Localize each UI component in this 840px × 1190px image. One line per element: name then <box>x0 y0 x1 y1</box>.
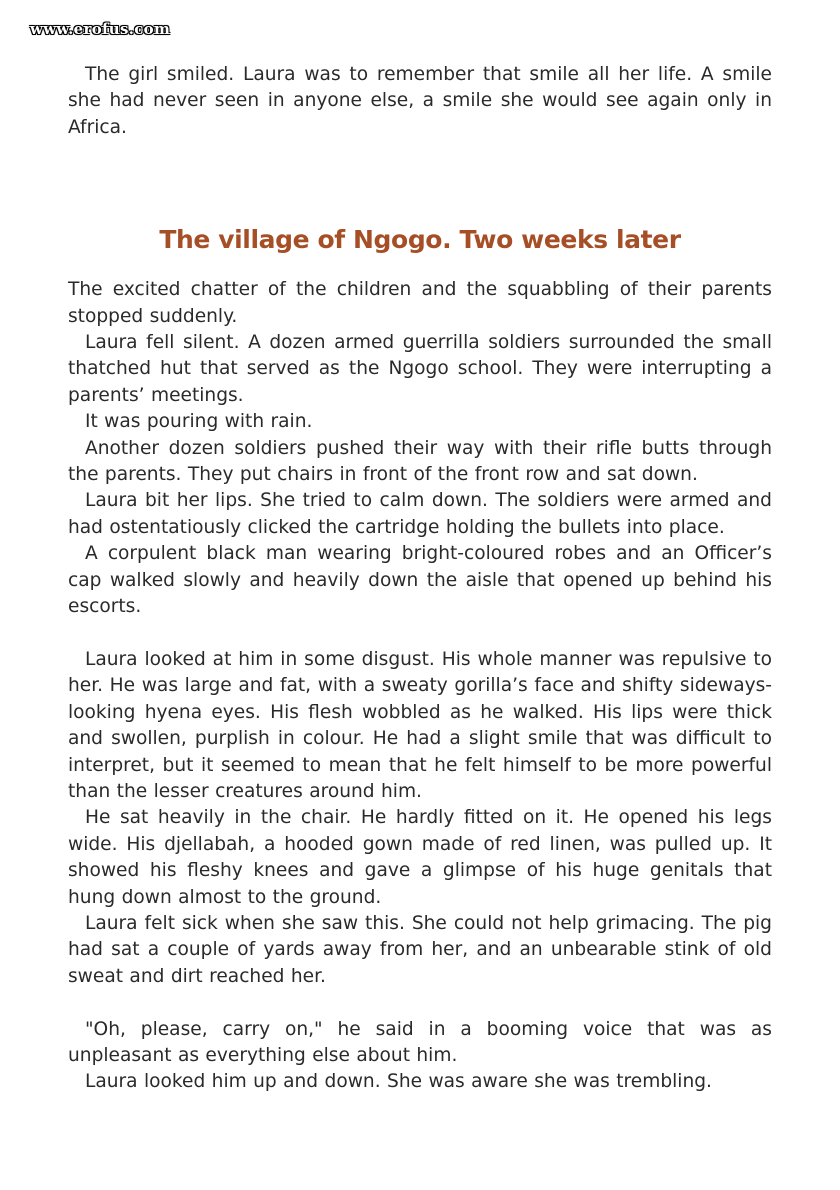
paragraph-gap <box>68 990 772 1016</box>
paragraph-2: Laura fell silent. A dozen armed guerrilla soldiers surrounded the small thatched hut that served as the Ngogo school. They were interrupting a parents’ meetings. <box>68 332 772 406</box>
book-page <box>68 62 772 1096</box>
section-body <box>68 277 772 1096</box>
section-heading: The village of Ngogo. Two weeks later <box>159 225 681 255</box>
paragraph-9: Laura felt sick when she saw this. She could not help grimacing. The pig had sat a couple of yards away from her, and an unbearable stink of old sweat and dirt reached her. <box>68 912 772 987</box>
paragraph-11: Laura looked him up and down. She was aware she was trembling. <box>85 1071 712 1093</box>
site-watermark: www.erofus.com <box>30 20 171 38</box>
intro-paragraph: The girl smiled. Laura was to remember that smile all her life. A smile she had never seen in anyone else, a smile she would see again only in Africa. <box>68 64 772 138</box>
paragraph-8: He sat heavily in the chair. He hardly fitted on it. He opened his legs wide. His djellabah, a hooded gown made of red linen, was pulled up. It showed his fleshy knees and gave a glimpse of his huge genitals that hung down almost to the ground. <box>68 807 772 908</box>
paragraph-10: "Oh, please, carry on," he said in a booming voice that was as unpleasant as everything else about him. <box>68 1018 772 1066</box>
paragraph-3: It was pouring with rain. <box>85 411 313 433</box>
paragraph-5: Laura bit her lips. She tried to calm down. The soldiers were armed and had ostentatiously clicked the cartridge holding the bullets into place. <box>68 490 772 538</box>
paragraph-4: Another dozen soldiers pushed their way with their rifle butts through the parents. They put chairs in front of the front row and sat down. <box>68 437 772 486</box>
paragraph-gap <box>68 621 772 647</box>
paragraph-7: Laura looked at him in some disgust. His whole manner was repulsive to her. He was large and fat, with a sweaty gorilla’s face and shifty sideways-looking hyena eyes. His flesh wobbled as he walked. His lips were thick and swollen, purplish in colour. He had a slight smile that was difficult to interpret, but it seemed to mean that he felt himself to be more powerful than the lesser creatures around him. <box>68 648 772 802</box>
paragraph-6: A corpulent black man wearing bright-coloured robes and an Officer’s cap walked slowly and heavily down the aisle that opened up behind his escorts. <box>68 543 772 618</box>
paragraph-1: The excited chatter of the children and the squabbling of their parents stopped suddenly. <box>68 279 772 327</box>
